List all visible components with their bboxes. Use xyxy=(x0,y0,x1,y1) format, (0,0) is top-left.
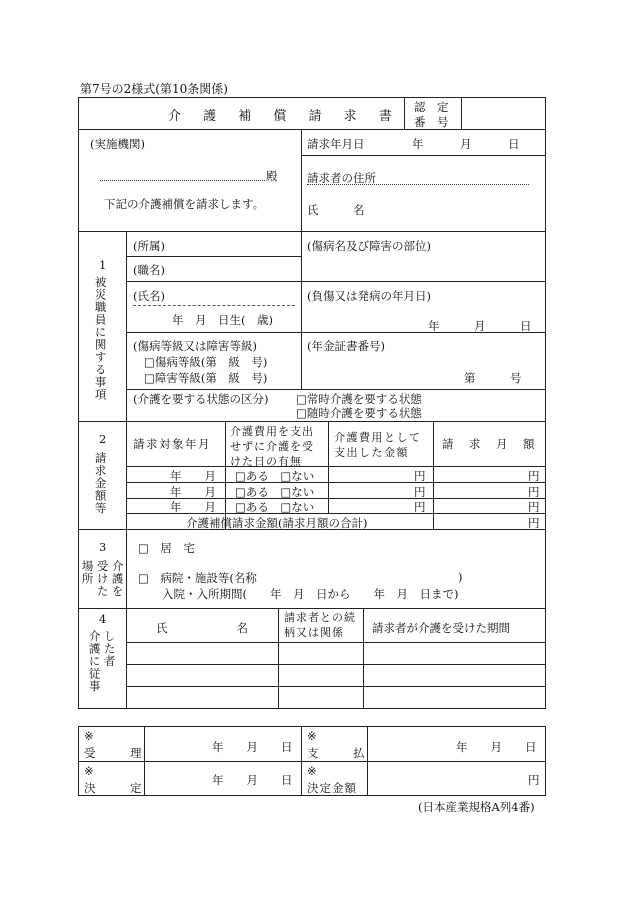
name-divider xyxy=(133,305,295,306)
pension-label: (年金証書番号) xyxy=(307,339,385,353)
office-v3 xyxy=(367,726,368,796)
section4-col2: した者 xyxy=(102,630,117,668)
name-label: (氏名) xyxy=(133,289,165,303)
request-text: 下記の介護補償を請求します。 xyxy=(104,197,265,211)
grade-injury-checkbox[interactable]: □傷病等級(第 級 号) xyxy=(144,355,268,369)
claim-date-line xyxy=(301,155,546,156)
care-occasional-checkbox[interactable]: □随時介護を要する状態 xyxy=(296,406,422,420)
s4-col2 xyxy=(363,608,364,709)
injury-name-label: (傷病名及び障害の部位) xyxy=(307,239,431,253)
row2-cost[interactable]: 円 xyxy=(414,485,426,499)
payment-mark: ※ xyxy=(307,729,317,743)
s4-col1 xyxy=(278,608,279,709)
row1-flag[interactable]: □ある □ない xyxy=(235,469,315,483)
section1-title: 被災職員に関する事項 xyxy=(93,276,108,401)
section-label-column xyxy=(126,231,127,709)
row2-ym[interactable]: 年 月 xyxy=(170,485,216,499)
claimant-address-line[interactable] xyxy=(307,184,529,185)
care-state-top-line xyxy=(126,389,546,390)
row3-amount[interactable]: 円 xyxy=(528,500,540,514)
care-cost-header: 介護費用として支出した金額 xyxy=(334,431,422,459)
affiliation-label: (所属) xyxy=(133,239,165,253)
section3-number: 3 xyxy=(99,540,107,554)
decided-amount-label: 決定金額 xyxy=(307,781,357,795)
office-v2 xyxy=(301,726,302,796)
decision-mark: ※ xyxy=(84,764,94,778)
section4-top-line xyxy=(78,608,546,609)
amount-mark: ※ xyxy=(307,764,317,778)
s4-row3-line xyxy=(126,686,546,687)
admission-period[interactable]: 入院・入所期間( 年 月 日から 年 月 日まで) xyxy=(162,587,459,601)
cert-label-1: 認 定 xyxy=(414,100,449,114)
cert-label-2: 番 号 xyxy=(414,115,449,129)
receipt-date[interactable]: 年 月 日 xyxy=(212,740,293,754)
claim-year: 年 xyxy=(412,137,424,151)
s4-row2-line xyxy=(126,664,546,665)
office-v1 xyxy=(144,726,145,796)
section4-number: 4 xyxy=(99,612,107,626)
total-label: 介護補償請求金額(請求月額の合計) xyxy=(186,516,368,530)
s4-relation-header: 請求者との続柄又は関係 xyxy=(284,611,356,639)
birth-date: 年 月 日生( 歳) xyxy=(172,313,273,327)
s4-name-header: 氏 名 xyxy=(156,621,248,635)
section1-number: 1 xyxy=(99,258,107,272)
row3-cost[interactable]: 円 xyxy=(414,500,426,514)
honorific: 殿 xyxy=(266,169,278,183)
facility-close: ) xyxy=(458,570,463,584)
payment-date[interactable]: 年 月 日 xyxy=(456,740,537,754)
claim-date-label: 請求年月日 xyxy=(307,137,365,151)
payment-label: 支 払 xyxy=(307,746,365,760)
facility-checkbox[interactable]: □ 病院・施設等(名称 xyxy=(138,571,257,585)
grade-label: (傷病等級又は障害等級) xyxy=(133,339,257,353)
pension-number: 第 号 xyxy=(464,371,522,385)
section3-col3: 場所 xyxy=(80,560,95,585)
position-line xyxy=(126,281,546,282)
institution-name-line[interactable] xyxy=(100,180,265,181)
claim-divider xyxy=(301,129,302,231)
s4-period-header: 請求者が介護を受けた期間 xyxy=(372,621,510,635)
care-constant-checkbox[interactable]: □常時介護を要する状態 xyxy=(296,392,422,406)
claimant-name-label: 氏 名 xyxy=(307,203,365,217)
row1-ym[interactable]: 年 月 xyxy=(170,469,216,483)
total-amount[interactable]: 円 xyxy=(528,516,540,530)
s4-row1-line xyxy=(126,642,546,643)
target-month-header: 請求対象年月 xyxy=(133,437,211,451)
section1-top-line xyxy=(78,231,546,232)
injury-date-ymd: 年 月 日 xyxy=(428,319,532,333)
form-title: 介 護 補 償 請 求 書 xyxy=(168,109,401,124)
row1-line xyxy=(126,482,546,483)
home-checkbox[interactable]: □ 居 宅 xyxy=(138,541,195,555)
receipt-label: 受 理 xyxy=(84,746,142,760)
affiliation-line xyxy=(126,256,301,257)
position-label: (職名) xyxy=(133,263,165,277)
receipt-mark: ※ xyxy=(84,729,94,743)
decided-amount-yen[interactable]: 円 xyxy=(528,773,540,787)
row1-amount[interactable]: 円 xyxy=(528,469,540,483)
row3-flag[interactable]: □ある □ない xyxy=(235,500,315,514)
decision-date[interactable]: 年 月 日 xyxy=(212,773,293,787)
header-bottom-line xyxy=(78,129,546,130)
section1-mid-divider xyxy=(301,231,302,390)
row1-cost[interactable]: 円 xyxy=(414,469,426,483)
injury-date-label: (負傷又は発病の年月日) xyxy=(307,289,431,303)
claim-amount-header: 請 求 月 額 xyxy=(442,437,537,451)
grade-disability-checkbox[interactable]: □障害等級(第 級 号) xyxy=(144,371,268,385)
section3-col2: 受けた xyxy=(95,560,110,598)
section4-col1: 介護に従事 xyxy=(87,630,102,693)
care-state-label: (介護を要する状態の区分) xyxy=(133,392,269,406)
section3-top-line xyxy=(78,529,546,530)
form-number: 第7号の2様式(第10条関係) xyxy=(80,82,228,96)
s2-header-line xyxy=(126,466,546,467)
row2-amount[interactable]: 円 xyxy=(528,485,540,499)
section3-col1: 介護を xyxy=(110,560,125,598)
footer-note: (日本産業規格A列4番) xyxy=(418,800,535,814)
row3-ym[interactable]: 年 月 xyxy=(170,500,216,514)
s2-col2 xyxy=(328,421,329,513)
section2-number: 2 xyxy=(99,432,107,446)
row2-flag[interactable]: □ある □ない xyxy=(235,485,315,499)
section2-top-line xyxy=(78,421,546,422)
decision-label: 決 定 xyxy=(84,781,142,795)
claim-day: 日 xyxy=(508,137,520,151)
institution-label: (実施機関) xyxy=(90,137,145,151)
cert-divider-left xyxy=(404,97,405,129)
claim-month: 月 xyxy=(460,137,472,151)
section2-title: 請求金額等 xyxy=(93,452,108,515)
row3-line xyxy=(126,513,546,514)
grade-top-line xyxy=(126,332,546,333)
cert-divider-right xyxy=(461,97,462,129)
claimant-address-label: 請求者の住所 xyxy=(307,171,376,185)
office-mid-line xyxy=(78,761,546,762)
care-received-header: 介護費用を支出せずに介護を受けた日の有無 xyxy=(230,425,314,468)
